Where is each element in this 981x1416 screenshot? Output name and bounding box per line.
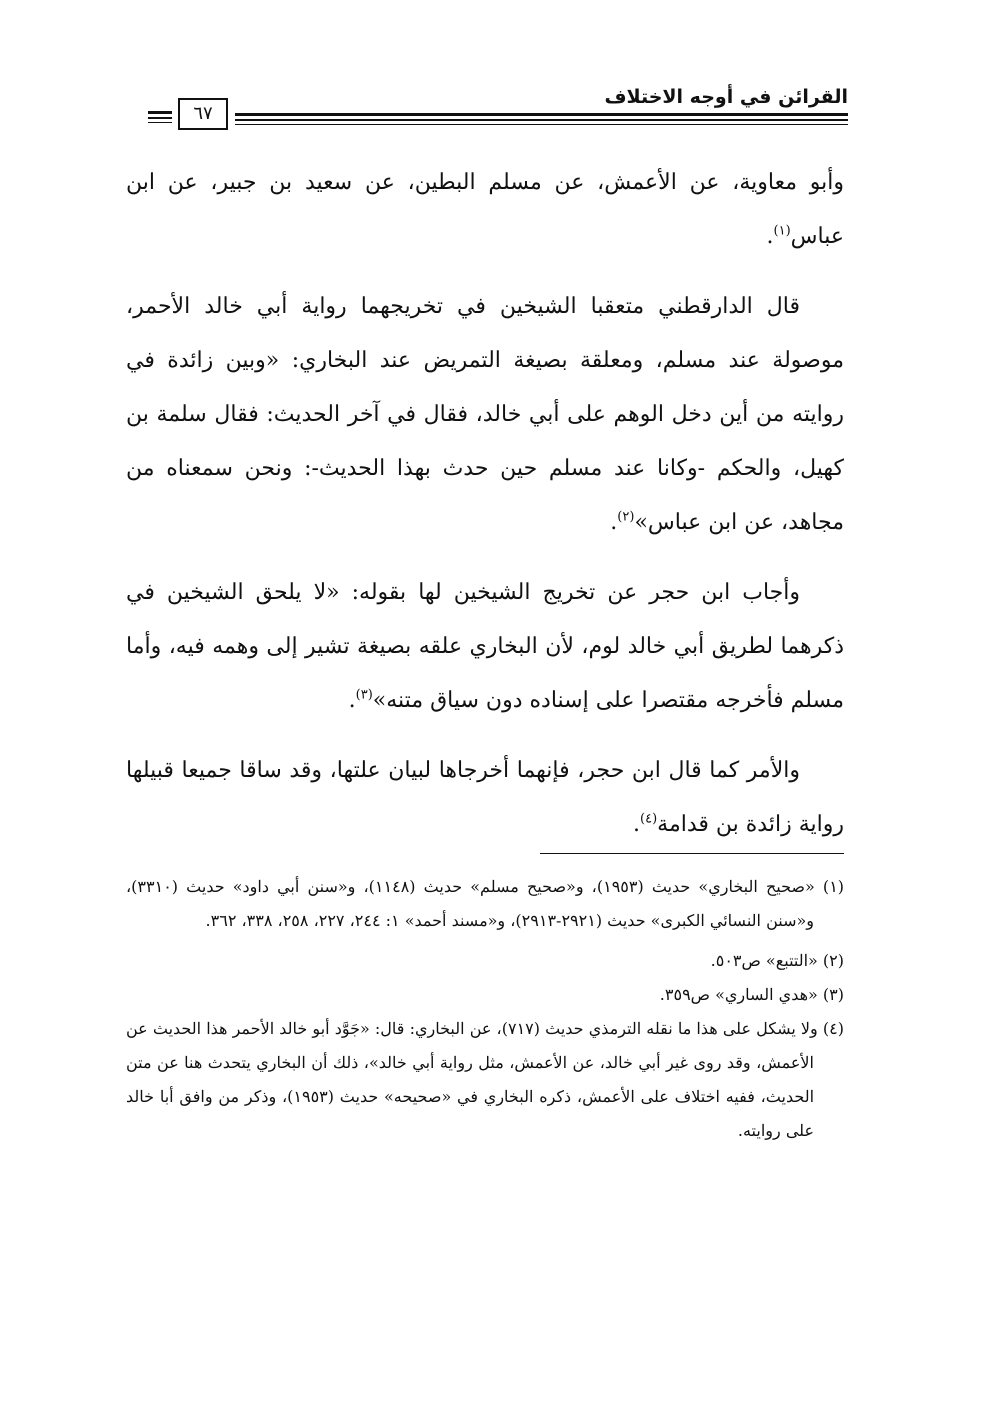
paragraph-text: والأمر كما قال ابن حجر، فإنهما أخرجاها لبيان علتها، وقد ساقا جميعا قبيلها رواية زائدة بن قدامة [126, 758, 844, 837]
header-rule-short-medium [148, 117, 172, 119]
footnote-4: (٤) ولا يشكل على هذا ما نقله الترمذي حديث (٧١٧)، عن البخاري: قال: «جَوَّد أبو خالد الأحمر هذا الحديث عن الأعمش، وقد روى غير أبي خالد، عن الأعمش، مثل رواية أبي خالد»، ذلك أن البخاري يتحدث هنا عن متن الحديث، ففيه اختلاف على الأعمش، ذكره البخاري في «صحيحه» حديث (١٩٥٣)، وذكر من وافق أبا خالد على روايته. [126, 1019, 844, 1140]
paragraph-end: . [348, 688, 356, 713]
paragraph-1 [126, 156, 844, 264]
footnote-1: (١) «صحيح البخاري» حديث (١٩٥٣)، و«صحيح مسلم» حديث (١١٤٨)، و«سنن أبي داود» حديث (٣٣١٠)، و«سنن النسائي الكبرى» حديث (٢٩٢١-٢٩١٣)، و«مسند أحمد» ١: ٢٤٤، ٢٢٧، ٢٥٨، ٣٣٨، ٣٦٢. [126, 877, 845, 930]
paragraph-3 [126, 566, 844, 728]
footnote-divider [540, 853, 844, 854]
running-header [148, 84, 848, 134]
paragraph-4 [126, 744, 844, 852]
footnote-reference-2[interactable]: (٢) [617, 509, 635, 525]
header-rule-short-thin [148, 122, 172, 123]
footnote-reference-3[interactable]: (٣) [355, 687, 373, 703]
header-rule-short-thick [148, 111, 172, 114]
paragraph-end: . [610, 510, 618, 535]
paragraph-text: قال الدارقطني متعقبا الشيخين في تخريجهما رواية أبي خالد الأحمر، موصولة عند مسلم، ومعلقة بصيغة التمريض عند البخاري: «وبين زائدة في روايته من أين دخل الوهم على أبي خالد، فقال في آخر الحديث: فقال سلمة بن كهيل، والحكم -وكانا عند مسلم حين حدث بهذا الحديث-: ونحن سمعناه من مجاهد، عن ابن عباس» [126, 294, 844, 535]
running-header-title: القرائن في أوجه الاختلاف [604, 86, 848, 108]
footnote-reference-4[interactable]: (٤) [640, 811, 658, 827]
paragraph-text: وأجاب ابن حجر عن تخريج الشيخين لها بقوله: «لا يلحق الشيخين في ذكرهما لطريق أبي خالد لوم، لأن البخاري علقه بصيغة تشير إلى وهمه فيه، وأما مسلم فأخرجه مقتصرا على إسناده دون سياق متنه» [126, 580, 844, 713]
footnote-2: (٢) «التتبع» ص٥٠٣. [710, 951, 844, 970]
header-rule-thin [235, 124, 848, 125]
body-text [126, 156, 844, 868]
header-rule-thick [235, 113, 848, 116]
page-number: ٦٧ [178, 98, 228, 130]
footnote-3: (٣) «هدي الساري» ص٣٥٩. [659, 985, 844, 1004]
paragraph-end: . [766, 224, 774, 249]
paragraph-2 [126, 280, 844, 550]
footnotes [126, 870, 844, 1148]
footnote-reference-1[interactable]: (١) [773, 223, 791, 239]
paragraph-text: وأبو معاوية، عن الأعمش، عن مسلم البطين، عن سعيد بن جبير، عن ابن عباس [126, 170, 844, 249]
paragraph-end: . [633, 812, 641, 837]
header-rule-medium [235, 119, 848, 121]
